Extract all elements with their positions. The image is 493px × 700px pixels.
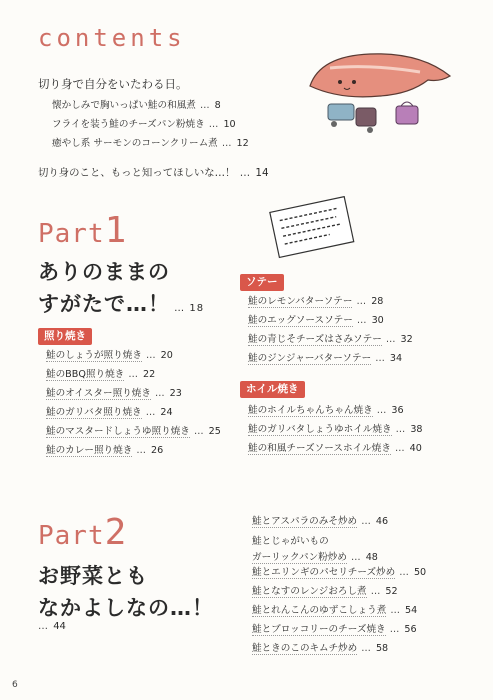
toc-entry-label: 鮭とアスパラのみそ炒め [252, 516, 358, 527]
toc-entry-label: 鮭のBBQ照り焼き [46, 369, 125, 380]
toc-entry[interactable]: 切り身のこと、もっと知ってほしいな…！ … 14 [38, 167, 269, 179]
toc-entry-label: 鮭のオイスター照り焼き [46, 388, 151, 399]
toc-page-number: 52 [385, 586, 398, 597]
toc-page-number: 12 [236, 138, 249, 149]
salmon-suitcase-illustration [300, 46, 460, 136]
part-label-text: Part [38, 521, 105, 551]
toc-entry[interactable]: 鮭のしょうが照り焼き … 20 [46, 350, 173, 361]
toc-page-number: 56 [404, 624, 417, 635]
part1-label [38, 210, 127, 251]
toc-entry-label: 鮭のガリバタ照り焼き [46, 407, 142, 418]
toc-entry-label-line2: ガーリックパン粉炒め [252, 551, 347, 563]
section-badge-teriyaki: 照り焼き [38, 328, 92, 345]
toc-page-number: 34 [389, 353, 403, 364]
toc-page-number: 14 [255, 167, 269, 179]
toc-entry[interactable]: 鮭とアスパラのみそ炒め … 46 [252, 516, 389, 527]
toc-page-number: 22 [142, 369, 156, 380]
toc-page-number: 23 [169, 388, 182, 399]
toc-entry-label: 懐かしみで胸いっぱい鮭の和風煮 [52, 100, 196, 111]
toc-page-number: 36 [391, 405, 404, 416]
toc-page-number: 20 [160, 350, 173, 361]
section-badge-foil: ホイル焼き [240, 381, 305, 398]
toc-entry-label: 切り身のこと、もっと知ってほしいな…！ [38, 167, 236, 179]
toc-entry-label: 鮭のカレー照り焼き [46, 445, 133, 456]
toc-entry-label: 鮭のマスタードしょうゆ照り焼き [46, 426, 190, 437]
page-number: 6 [12, 680, 18, 690]
toc-entry[interactable]: 鮭のエッグソースソテー … 30 [248, 315, 384, 326]
part2-label [38, 512, 127, 553]
toc-page-number: 30 [371, 315, 384, 326]
toc-entry[interactable]: 鮭のホイルちゃんちゃん焼き … 36 [248, 405, 404, 416]
toc-entry[interactable]: フライを装う鮭のチーズパン粉焼き … 10 [52, 119, 236, 130]
toc-page-number: 26 [151, 445, 164, 456]
toc-page-number: 24 [160, 407, 173, 418]
toc-entry-label: 鮭の和風チーズソースホイル焼き [248, 443, 391, 454]
toc-entry-label: 鮭のエッグソースソテー [248, 315, 353, 326]
toc-entry[interactable]: 鮭のオイスター照り焼き … 23 [46, 388, 182, 399]
toc-entry[interactable]: 鮭とじゃがいもの ガーリックパン粉炒め … 48 [252, 536, 378, 563]
toc-page-number: 50 [413, 567, 427, 578]
part2-title [38, 560, 214, 624]
toc-entry[interactable]: 鮭となすのレンジおろし煮 … 52 [252, 586, 398, 597]
toc-entry-label: 鮭ときのこのキムチ炒め [252, 643, 358, 654]
toc-page-number: 10 [223, 119, 236, 130]
part1-title-line2: すがたで…！ … 18 [38, 292, 205, 316]
paper-note-illustration [262, 196, 362, 260]
toc-page-number: 46 [375, 516, 389, 527]
toc-entry[interactable]: 鮭のカレー照り焼き … 26 [46, 445, 164, 456]
toc-entry[interactable]: … 44 [38, 621, 66, 632]
toc-entry-label: 鮭のレモンバターソテー [248, 296, 353, 307]
toc-entry-label: 鮭となすのレンジおろし煮 [252, 586, 367, 597]
toc-page-number: 58 [375, 643, 389, 654]
toc-entry[interactable]: 癒やし系 サーモンのコーンクリーム煮 … 12 [52, 138, 249, 149]
part2-title-line1: お野菜とも [38, 564, 148, 588]
toc-page-number: 38 [410, 424, 423, 435]
part1-title-line1: ありのままの [38, 260, 170, 284]
toc-entry[interactable]: 鮭ときのこのキムチ炒め … 58 [252, 643, 389, 654]
toc-entry-label: 鮭とれんこんのゆずこしょう煮 [252, 605, 387, 616]
toc-page-number: 48 [365, 551, 378, 563]
toc-entry[interactable]: 鮭のガリバタ照り焼き … 24 [46, 407, 173, 418]
toc-entry[interactable]: 鮭の青じそチーズはさみソテー … 32 [248, 334, 413, 345]
toc-page-number: 28 [371, 296, 384, 307]
toc-entry[interactable]: 鮭とブロッコリーのチーズ焼き … 56 [252, 624, 417, 635]
toc-page-number: 18 [189, 303, 205, 314]
toc-entry-label: 癒やし系 サーモンのコーンクリーム煮 [52, 138, 218, 149]
part2-title-line2: なかよしなの…！ [38, 596, 214, 620]
toc-entry[interactable]: 懐かしみで胸いっぱい鮭の和風煮 … 8 [52, 100, 221, 111]
intro-heading: 切り身で自分をいたわる日。 [38, 77, 188, 91]
part-label-number: 2 [104, 512, 128, 553]
toc-entry[interactable]: 鮭とれんこんのゆずこしょう煮 … 54 [252, 605, 418, 616]
toc-entry[interactable]: 鮭とエリンギのパセリチーズ炒め … 50 [252, 567, 427, 578]
toc-page-number: 32 [400, 334, 413, 345]
toc-entry[interactable]: 鮭のガリバタしょうゆホイル焼き … 38 [248, 424, 423, 435]
part-label-number: 1 [104, 210, 128, 251]
toc-entry[interactable]: 鮭のBBQ照り焼き … 22 [46, 369, 156, 380]
toc-entry[interactable]: 鮭のジンジャーバターソテー … 34 [248, 353, 403, 364]
toc-entry-label: 鮭のジンジャーバターソテー [248, 353, 372, 364]
toc-page-number: 8 [214, 100, 221, 111]
toc-page-number: 54 [405, 605, 418, 616]
toc-entry-label: 鮭の青じそチーズはさみソテー [248, 334, 382, 345]
part-label-text: Part [38, 219, 105, 249]
toc-entry[interactable]: 鮭のレモンバターソテー … 28 [248, 296, 384, 307]
toc-page-number: 44 [53, 621, 66, 632]
toc-entry-label: 鮭とじゃがいもの [252, 536, 329, 547]
contents-title: contents [38, 24, 186, 52]
toc-entry-label: 鮭のガリバタしょうゆホイル焼き [248, 424, 392, 435]
toc-entry-label: 鮭とエリンギのパセリチーズ炒め [252, 567, 396, 578]
toc-entry-label: 鮭のホイルちゃんちゃん焼き [248, 405, 373, 416]
toc-entry-label: 鮭とブロッコリーのチーズ焼き [252, 624, 386, 635]
part1-title [38, 256, 204, 325]
toc-entry-label: 鮭のしょうが照り焼き [46, 350, 142, 361]
toc-page-number: 40 [409, 443, 422, 454]
toc-entry[interactable]: 鮭の和風チーズソースホイル焼き … 40 [248, 443, 422, 454]
toc-entry[interactable]: 鮭のマスタードしょうゆ照り焼き … 25 [46, 426, 221, 437]
toc-entry-label: フライを装う鮭のチーズパン粉焼き [52, 119, 205, 130]
section-badge-saute: ソテー [240, 274, 284, 291]
toc-page-number: 25 [208, 426, 221, 437]
